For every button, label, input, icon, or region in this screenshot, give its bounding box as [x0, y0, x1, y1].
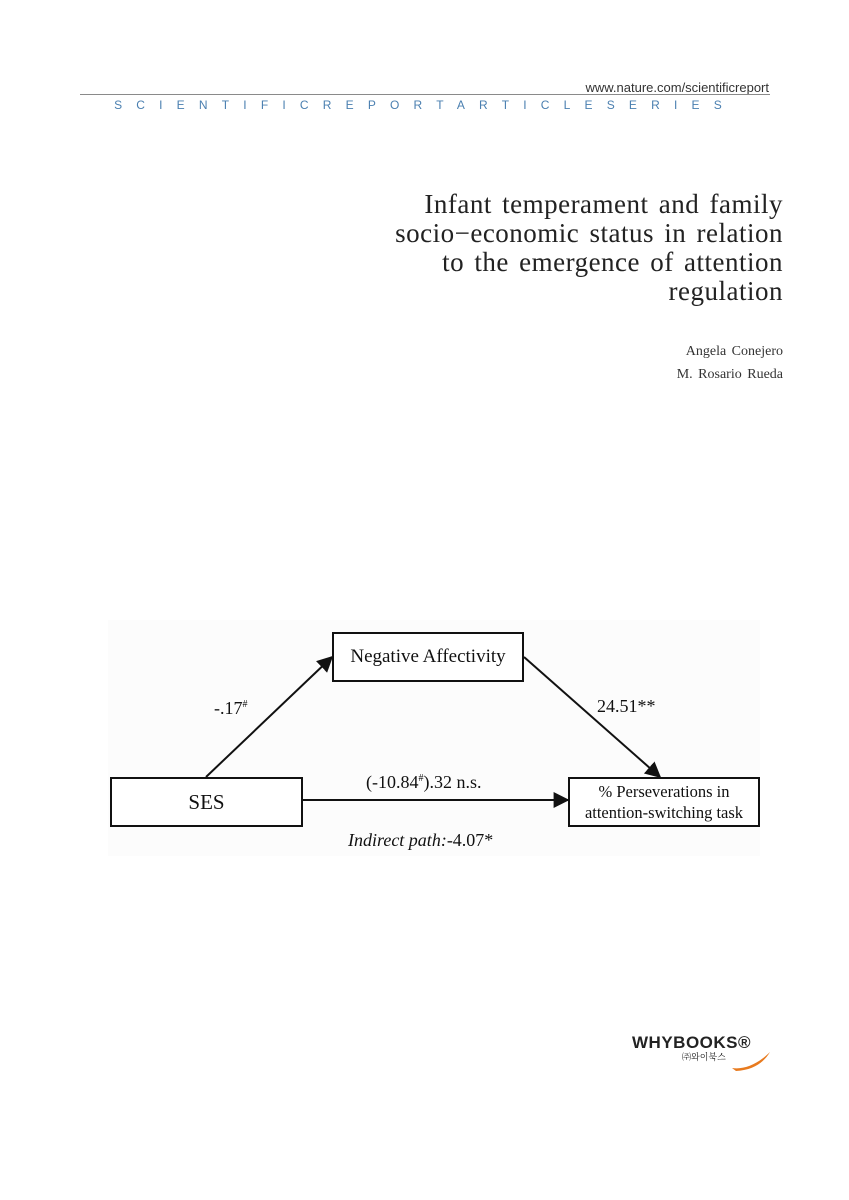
author-name: Angela Conejero	[685, 344, 783, 359]
negative-affectivity-box: Negative Affectivity	[332, 632, 524, 682]
publisher-name: WHYBOOKS®	[632, 1033, 752, 1052]
title-line: to the emergence of attention	[442, 247, 783, 277]
publisher-swoosh-icon	[730, 1050, 772, 1072]
article-title	[303, 190, 783, 306]
perseverations-line: % Perseverations in	[598, 782, 730, 801]
journal-url: www.nature.com/scientificreport	[585, 80, 769, 95]
series-banner: SCIENTIFICREPORTARTICLESERIES	[114, 98, 736, 112]
path-a-label: -.17#	[214, 698, 248, 718]
path-b-label: 24.51**	[597, 696, 656, 716]
perseverations-box	[568, 777, 760, 827]
publisher-logo	[632, 1034, 777, 1074]
author-list	[677, 340, 783, 386]
indirect-path-label: Indirect path:-4.07*	[348, 830, 494, 850]
publisher-subtitle: ㈜와이북스	[682, 1053, 726, 1063]
arrow-na-to-persev	[524, 657, 660, 777]
author-name: M. Rosario Rueda	[676, 367, 783, 382]
mediation-diagram	[108, 620, 760, 856]
perseverations-line: attention-switching task	[584, 803, 744, 822]
title-line: Infant temperament and family	[424, 189, 783, 219]
header-rule	[80, 94, 770, 95]
title-line: regulation	[668, 276, 783, 306]
title-line: socio−economic status in relation	[395, 218, 783, 248]
ses-box: SES	[110, 777, 303, 827]
path-c-label: (-10.84#).32 n.s.	[366, 772, 482, 792]
